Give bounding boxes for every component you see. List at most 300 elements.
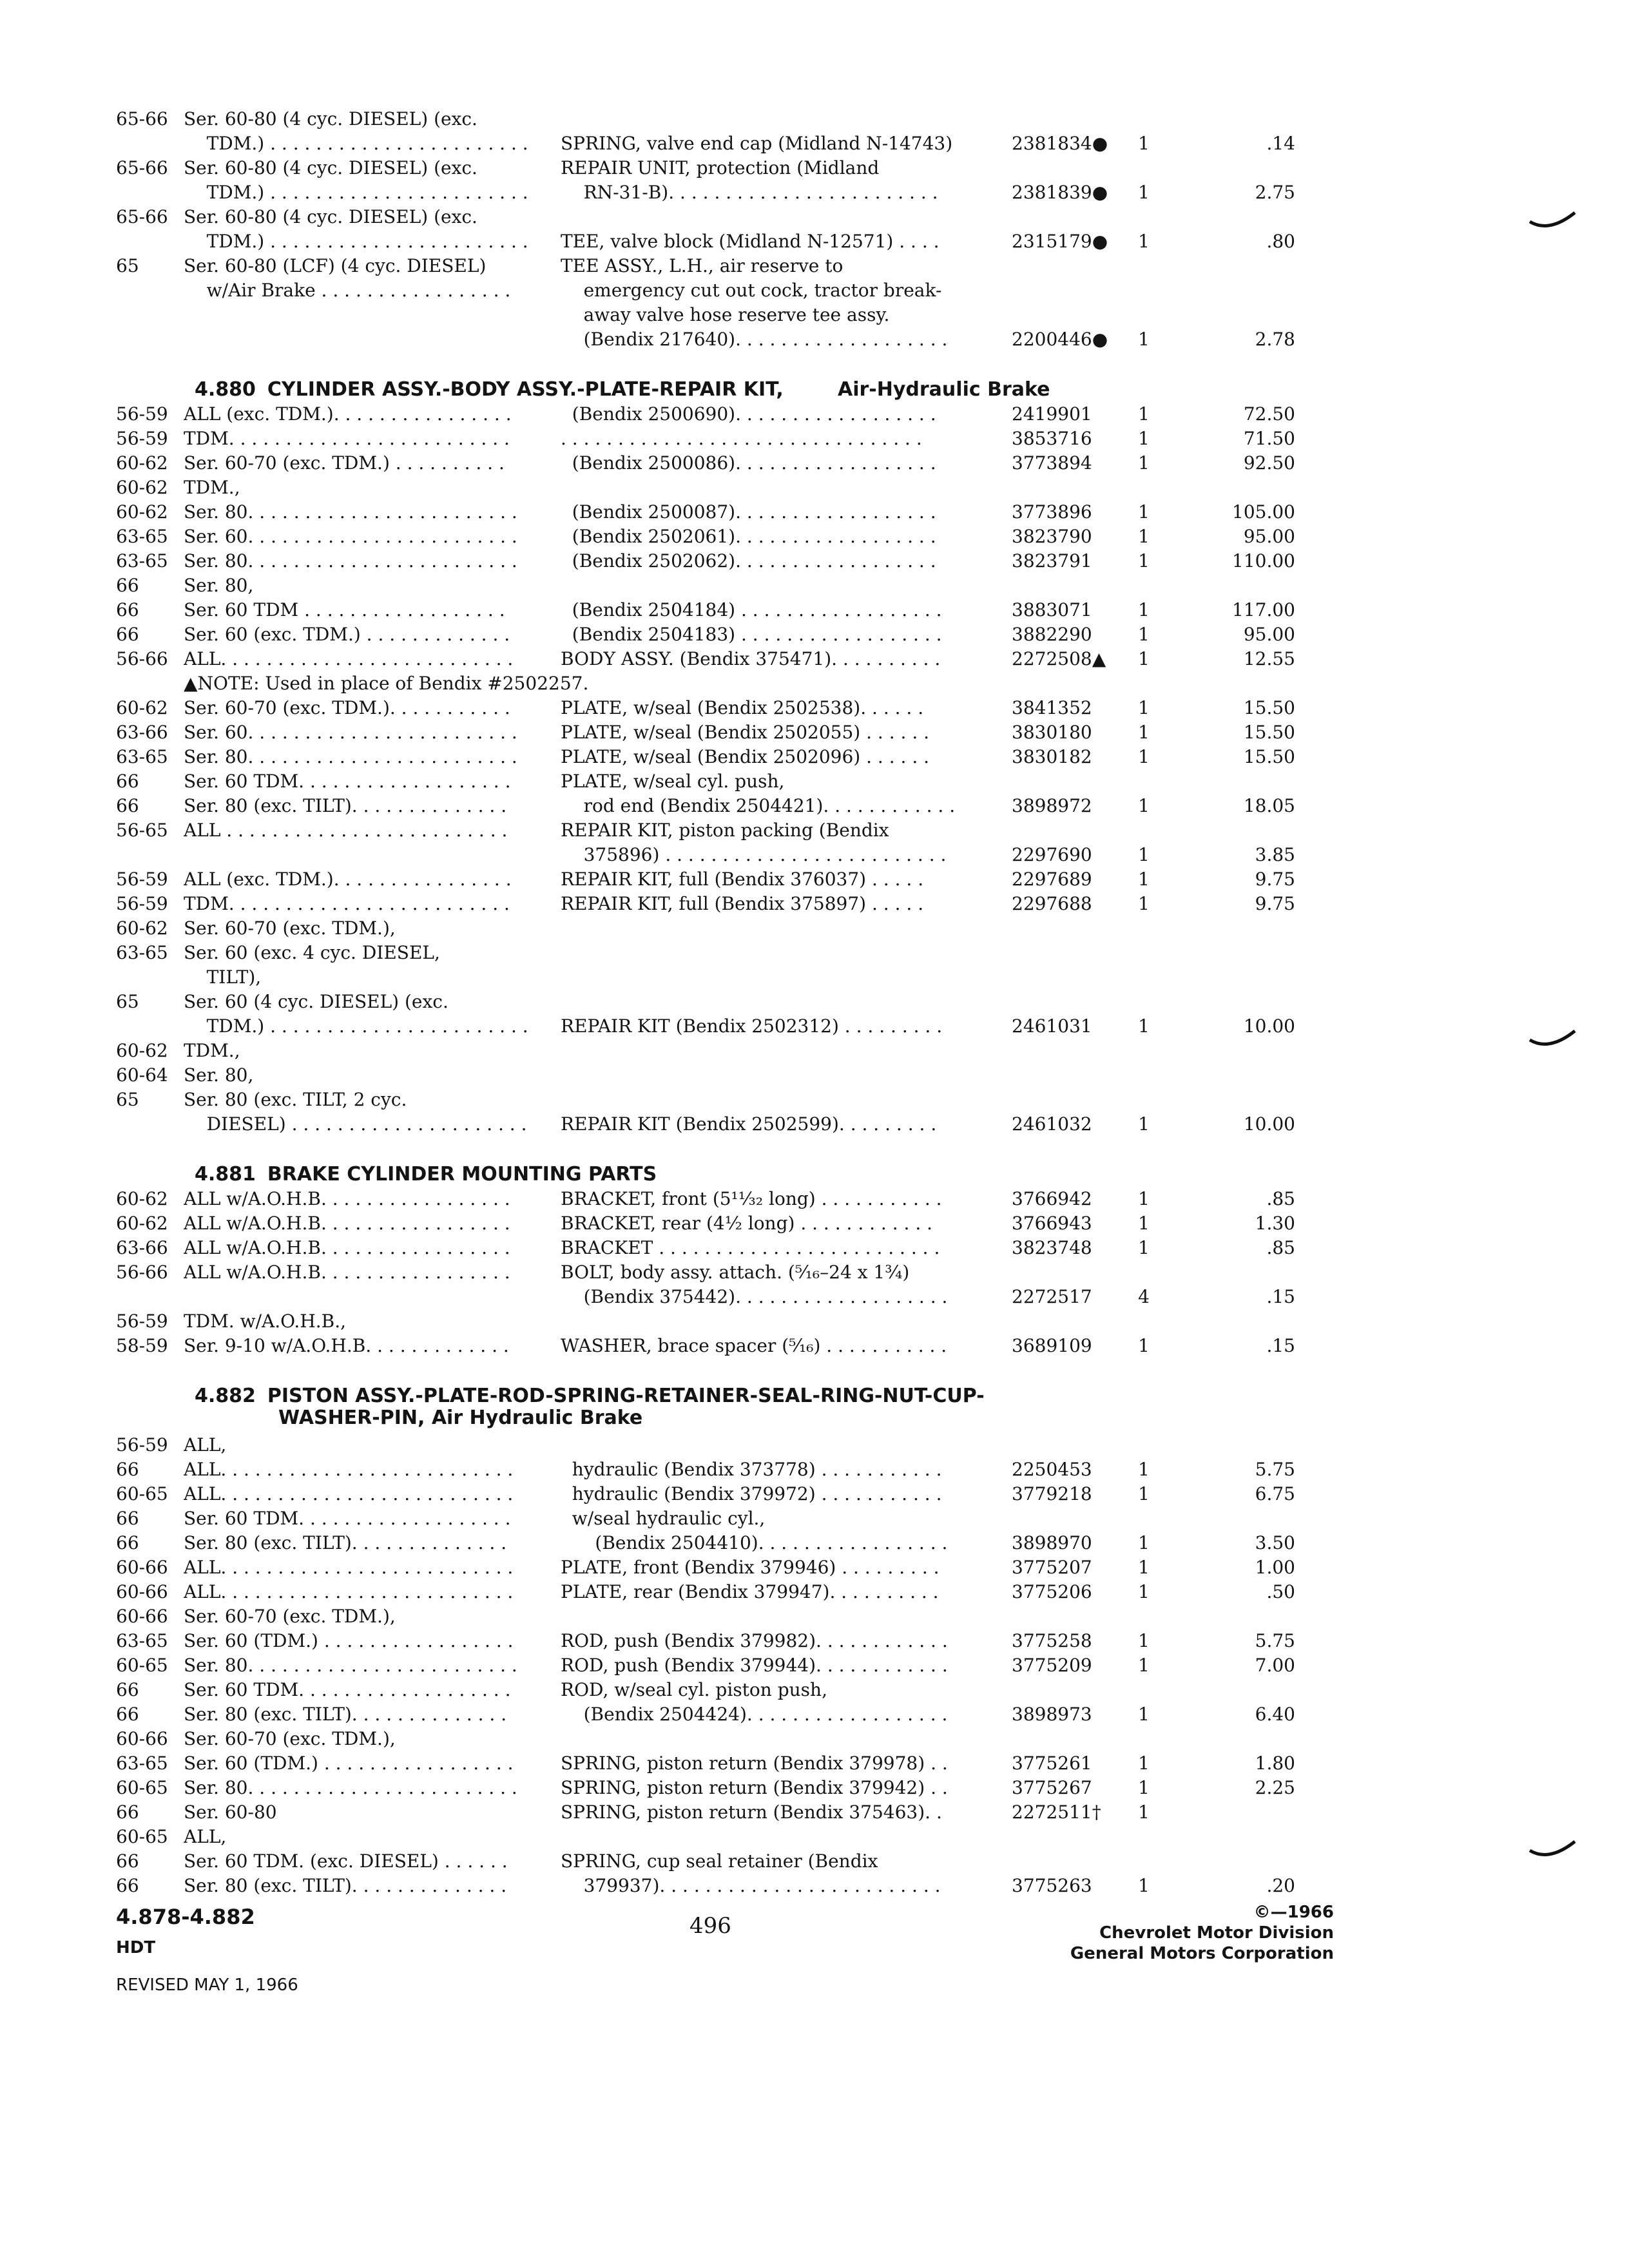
part-description: BODY ASSY. (Bendix 375471). . . . . . . . . . <box>561 648 941 669</box>
year-range: 60-66 <box>116 1581 168 1602</box>
price: 2.25 <box>1255 1777 1295 1798</box>
year-range: 66 <box>116 1532 139 1553</box>
part-number: 3775206 <box>1012 1581 1092 1602</box>
year-range: 56-65 <box>116 820 168 841</box>
part-number: 3830180 <box>1012 722 1092 743</box>
quantity: 1 <box>1138 1630 1150 1651</box>
year-range: 66 <box>116 1875 139 1896</box>
application: Ser. 60 (TDM.) . . . . . . . . . . . . . . . . . <box>184 1630 514 1651</box>
year-range: 60-66 <box>116 1728 168 1749</box>
year-range: 63-65 <box>116 550 168 572</box>
parts-row <box>116 329 1295 351</box>
price: .80 <box>1266 231 1295 252</box>
year-range: 66 <box>116 599 139 620</box>
parts-row <box>116 1286 1295 1308</box>
parts-row <box>116 1777 1295 1799</box>
section-heading <box>195 1385 1200 1407</box>
parts-row <box>116 1630 1295 1652</box>
parts-row <box>116 918 1263 939</box>
year-range: 60-65 <box>116 1483 168 1504</box>
application: ▲NOTE: Used in place of Bendix #2502257. <box>184 673 589 694</box>
application: Ser. 60-70 (exc. TDM.) . . . . . . . . . . <box>184 452 505 474</box>
parts-row <box>116 1704 1295 1725</box>
part-description: REPAIR KIT, full (Bendix 376037) . . . . . <box>561 869 924 890</box>
application: Ser. 80. . . . . . . . . . . . . . . . . . . . . . . . <box>184 1655 517 1676</box>
year-range: 56-59 <box>116 869 168 890</box>
application: Ser. 60-70 (exc. TDM.), <box>184 918 396 939</box>
year-range: 66 <box>116 1704 139 1725</box>
quantity: 1 <box>1138 1335 1150 1356</box>
year-range: 60-64 <box>116 1064 168 1086</box>
application: Ser. 80. . . . . . . . . . . . . . . . . . . . . . . . <box>184 1777 517 1798</box>
year-range: 60-65 <box>116 1777 168 1798</box>
part-description: hydraulic (Bendix 379972) . . . . . . . . . . . <box>561 1483 942 1504</box>
application: w/Air Brake . . . . . . . . . . . . . . . . . <box>184 280 511 301</box>
parts-row <box>116 648 1295 670</box>
price: 6.75 <box>1255 1483 1295 1504</box>
application: Ser. 80 (exc. TILT). . . . . . . . . . . . . . <box>184 795 507 816</box>
year-range: 63-65 <box>116 746 168 767</box>
price: .85 <box>1266 1237 1295 1258</box>
year-range: 60-62 <box>116 477 168 498</box>
parts-row <box>116 1753 1295 1774</box>
year-range: 66 <box>116 1802 139 1823</box>
price: 1.30 <box>1255 1213 1295 1234</box>
quantity: 1 <box>1138 1113 1150 1135</box>
part-description: w/seal hydraulic cyl., <box>561 1508 766 1529</box>
quantity: 1 <box>1138 1655 1150 1676</box>
part-description: SPRING, piston return (Bendix 379942) . . <box>561 1777 948 1798</box>
parts-row <box>116 1262 1263 1283</box>
part-number: 3883071 <box>1012 599 1092 620</box>
part-number: 3775209 <box>1012 1655 1092 1676</box>
year-range: 56-59 <box>116 893 168 914</box>
part-number: 2461032 <box>1012 1113 1092 1135</box>
parts-row <box>116 673 1263 695</box>
part-description: BOLT, body assy. attach. (⁵⁄₁₆–24 x 1¾) <box>561 1262 910 1283</box>
part-description: ROD, push (Bendix 379944). . . . . . . . . . . . <box>561 1655 948 1676</box>
part-number: 3766943 <box>1012 1213 1092 1234</box>
price: 12.55 <box>1243 648 1295 669</box>
application: Ser. 60-70 (exc. TDM.), <box>184 1728 396 1749</box>
quantity: 1 <box>1138 1213 1150 1234</box>
price: 18.05 <box>1243 795 1295 816</box>
section-title: PISTON ASSY.-PLATE-ROD-SPRING-RETAINER-SEAL-RING-NUT-CUP- <box>267 1385 985 1407</box>
application: TDM., <box>184 477 240 498</box>
application: ALL, <box>184 1826 227 1847</box>
parts-row <box>116 844 1295 866</box>
price: .85 <box>1266 1188 1295 1209</box>
application: Ser. 60-70 (exc. TDM.), <box>184 1606 396 1627</box>
corporation-name: General Motors Corporation <box>1070 1944 1334 1963</box>
parts-row <box>116 1483 1295 1505</box>
quantity: 1 <box>1138 1581 1150 1602</box>
year-range: 65 <box>116 255 139 276</box>
parts-row <box>116 1040 1263 1062</box>
year-range: 60-62 <box>116 501 168 523</box>
parts-row <box>116 452 1295 474</box>
price: 105.00 <box>1232 501 1295 523</box>
application: Ser. 80. . . . . . . . . . . . . . . . . . . . . . . . <box>184 746 517 767</box>
quantity: 1 <box>1138 746 1150 767</box>
quantity: 4 <box>1138 1286 1150 1307</box>
parts-row <box>116 206 1263 228</box>
year-range: 63-66 <box>116 722 168 743</box>
application: Ser. 60 TDM. (exc. DIESEL) . . . . . . <box>184 1850 508 1872</box>
quantity: 1 <box>1138 1875 1150 1896</box>
application: ALL. . . . . . . . . . . . . . . . . . . . . . . . . . <box>184 1483 514 1504</box>
application: Ser. 60-80 (4 cyc. DIESEL) (exc. <box>184 206 477 227</box>
part-description: BRACKET . . . . . . . . . . . . . . . . . . . . . . . . . <box>561 1237 940 1258</box>
year-range: 65-66 <box>116 108 168 130</box>
parts-row <box>116 1434 1263 1456</box>
application: Ser. 60-80 (4 cyc. DIESEL) (exc. <box>184 157 477 178</box>
part-number: 3853716 <box>1012 428 1092 449</box>
part-description: away valve hose reserve tee assy. <box>561 304 890 325</box>
parts-row <box>116 304 1263 326</box>
price: .15 <box>1266 1286 1295 1307</box>
application: ALL . . . . . . . . . . . . . . . . . . . . . . . . . <box>184 820 508 841</box>
application: TDM.) . . . . . . . . . . . . . . . . . . . . . . . <box>184 231 528 252</box>
application: ALL w/A.O.H.B. . . . . . . . . . . . . . . . . <box>184 1213 510 1234</box>
section-number: 4.880 <box>195 379 256 401</box>
parts-row <box>116 133 1295 155</box>
application: Ser. 60. . . . . . . . . . . . . . . . . . . . . . . . <box>184 722 517 743</box>
quantity: 1 <box>1138 428 1150 449</box>
price: 1.80 <box>1255 1753 1295 1774</box>
year-range: 60-62 <box>116 452 168 474</box>
part-description: . . . . . . . . . . . . . . . . . . . . . . . . . . . . . . . . <box>561 428 922 449</box>
part-number: 3773894 <box>1012 452 1092 474</box>
parts-row <box>116 1850 1263 1872</box>
application: TDM. . . . . . . . . . . . . . . . . . . . . . . . . <box>184 428 510 449</box>
parts-row <box>116 795 1295 817</box>
year-range: 60-66 <box>116 1557 168 1578</box>
parts-row <box>116 1581 1295 1603</box>
part-number: 3841352 <box>1012 697 1092 718</box>
price: 10.00 <box>1243 1015 1295 1037</box>
quantity: 1 <box>1138 550 1150 572</box>
part-description: emergency cut out cock, tractor break- <box>561 280 942 301</box>
parts-row <box>116 157 1263 179</box>
binding-mark <box>1527 1026 1579 1052</box>
quantity: 1 <box>1138 624 1150 645</box>
part-number: 3775267 <box>1012 1777 1092 1798</box>
part-description: SPRING, piston return (Bendix 379978) . . <box>561 1753 948 1774</box>
application: ALL w/A.O.H.B. . . . . . . . . . . . . . . . . <box>184 1188 510 1209</box>
part-description: (Bendix 2500690). . . . . . . . . . . . . . . . . . <box>561 403 936 425</box>
parts-row <box>116 428 1295 450</box>
year-range: 66 <box>116 1679 139 1700</box>
revised-date: REVISED MAY 1, 1966 <box>116 1975 298 1995</box>
parts-row <box>116 1875 1295 1897</box>
section-subtitle: Air-Hydraulic Brake <box>838 379 1050 401</box>
parts-row <box>116 893 1295 915</box>
part-description: TEE ASSY., L.H., air reserve to <box>561 255 843 276</box>
application: Ser. 60 (4 cyc. DIESEL) (exc. <box>184 991 448 1012</box>
part-description: PLATE, w/seal cyl. push, <box>561 771 785 792</box>
price: 2.75 <box>1255 182 1295 203</box>
part-description: PLATE, rear (Bendix 379947). . . . . . . . . . <box>561 1581 939 1602</box>
part-description: PLATE, front (Bendix 379946) . . . . . . . . . <box>561 1557 940 1578</box>
application: Ser. 80 (exc. TILT, 2 cyc. <box>184 1089 407 1110</box>
parts-row <box>116 1459 1295 1481</box>
price: 5.75 <box>1255 1630 1295 1651</box>
part-description: PLATE, w/seal (Bendix 2502055) . . . . . . <box>561 722 930 743</box>
part-description: rod end (Bendix 2504421). . . . . . . . . . . . <box>561 795 956 816</box>
part-number: 3898973 <box>1012 1704 1092 1725</box>
quantity: 1 <box>1138 795 1150 816</box>
year-range: 56-59 <box>116 1434 168 1456</box>
application: TDM.) . . . . . . . . . . . . . . . . . . . . . . . <box>184 182 528 203</box>
application: Ser. 80 (exc. TILT). . . . . . . . . . . . . . <box>184 1704 507 1725</box>
year-range: 56-59 <box>116 403 168 425</box>
parts-row <box>116 1802 1263 1823</box>
part-description: REPAIR KIT, full (Bendix 375897) . . . . . <box>561 893 924 914</box>
part-description: PLATE, w/seal (Bendix 2502096) . . . . . . <box>561 746 930 767</box>
section-heading <box>195 1164 1200 1186</box>
application: Ser. 60-80 (LCF) (4 cyc. DIESEL) <box>184 255 487 276</box>
quantity: 1 <box>1138 501 1150 523</box>
quantity: 1 <box>1138 722 1150 743</box>
parts-row <box>116 1679 1263 1701</box>
quantity: 1 <box>1138 329 1150 350</box>
quantity: 1 <box>1138 1753 1150 1774</box>
price: 2.78 <box>1255 329 1295 350</box>
part-number: 2297688 <box>1012 893 1092 914</box>
price: 3.85 <box>1255 844 1295 865</box>
year-range: 65 <box>116 1089 139 1110</box>
application: TDM. w/A.O.H.B., <box>184 1311 347 1332</box>
parts-row <box>116 1089 1263 1111</box>
binding-mark <box>1527 1836 1579 1862</box>
year-range: 60-65 <box>116 1826 168 1847</box>
part-number: 2200446● <box>1012 329 1108 350</box>
parts-row <box>116 722 1295 744</box>
parts-row <box>116 477 1263 499</box>
quantity: 1 <box>1138 869 1150 890</box>
section-subtitle: WASHER-PIN, Air Hydraulic Brake <box>278 1407 643 1429</box>
part-number: 2461031 <box>1012 1015 1092 1037</box>
price: 15.50 <box>1243 697 1295 718</box>
quantity: 1 <box>1138 1802 1150 1823</box>
section-number: 4.882 <box>195 1385 256 1407</box>
part-number: 3823748 <box>1012 1237 1092 1258</box>
part-number: 3882290 <box>1012 624 1092 645</box>
part-description: REPAIR KIT (Bendix 2502312) . . . . . . . . . <box>561 1015 943 1037</box>
parts-row <box>116 1311 1263 1332</box>
price: 95.00 <box>1243 526 1295 547</box>
binding-mark <box>1527 207 1579 233</box>
part-number: 2381834● <box>1012 133 1108 154</box>
year-range: 56-66 <box>116 648 168 669</box>
parts-row <box>116 746 1295 768</box>
price: .20 <box>1266 1875 1295 1896</box>
parts-row <box>116 1532 1295 1554</box>
part-number: 3775258 <box>1012 1630 1092 1651</box>
application: Ser. 60. . . . . . . . . . . . . . . . . . . . . . . . <box>184 526 517 547</box>
part-description: BRACKET, rear (4½ long) . . . . . . . . . . . . <box>561 1213 933 1234</box>
part-description: SPRING, cup seal retainer (Bendix <box>561 1850 878 1872</box>
application: TDM.) . . . . . . . . . . . . . . . . . . . . . . . <box>184 1015 528 1037</box>
parts-row <box>116 575 1263 597</box>
parts-row <box>116 599 1295 621</box>
application: TILT), <box>184 966 262 988</box>
year-range: 56-66 <box>116 1262 168 1283</box>
part-description: REPAIR KIT (Bendix 2502599). . . . . . . . . <box>561 1113 937 1135</box>
parts-row <box>116 991 1263 1013</box>
part-number: 3773896 <box>1012 501 1092 523</box>
quantity: 1 <box>1138 231 1150 252</box>
application: ALL, <box>184 1434 227 1456</box>
part-number: 3898972 <box>1012 795 1092 816</box>
quantity: 1 <box>1138 1237 1150 1258</box>
hdt-label: HDT <box>116 1938 156 1957</box>
part-description: (Bendix 217640). . . . . . . . . . . . . . . . . . . <box>561 329 948 350</box>
price: 7.00 <box>1255 1655 1295 1676</box>
year-range: 56-59 <box>116 1311 168 1332</box>
quantity: 1 <box>1138 1704 1150 1725</box>
year-range: 66 <box>116 1508 139 1529</box>
part-number: 3823791 <box>1012 550 1092 572</box>
part-description: ROD, push (Bendix 379982). . . . . . . . . . . . <box>561 1630 948 1651</box>
quantity: 1 <box>1138 1532 1150 1553</box>
part-description: (Bendix 2504183) . . . . . . . . . . . . . . . . . . <box>561 624 942 645</box>
parts-row <box>116 1655 1295 1677</box>
section-range: 4.878-4.882 <box>116 1905 255 1929</box>
part-number: 3830182 <box>1012 746 1092 767</box>
part-number: 2272511† <box>1012 1802 1101 1823</box>
quantity: 1 <box>1138 403 1150 425</box>
price: .15 <box>1266 1335 1295 1356</box>
copyright: ©—1966 <box>1253 1903 1334 1922</box>
quantity: 1 <box>1138 697 1150 718</box>
application: Ser. 80, <box>184 1064 254 1086</box>
part-description: hydraulic (Bendix 373778) . . . . . . . . . . . <box>561 1459 942 1480</box>
year-range: 65-66 <box>116 157 168 178</box>
parts-row <box>116 1826 1263 1848</box>
section-number: 4.881 <box>195 1164 256 1186</box>
price: 71.50 <box>1243 428 1295 449</box>
parts-row <box>116 1064 1263 1086</box>
parts-row <box>116 182 1295 204</box>
part-description: PLATE, w/seal (Bendix 2502538). . . . . . <box>561 697 924 718</box>
quantity: 1 <box>1138 1015 1150 1037</box>
application: Ser. 80 (exc. TILT). . . . . . . . . . . . . . <box>184 1532 507 1553</box>
year-range: 60-62 <box>116 1188 168 1209</box>
parts-row <box>116 1015 1295 1037</box>
year-range: 66 <box>116 771 139 792</box>
year-range: 66 <box>116 1850 139 1872</box>
quantity: 1 <box>1138 526 1150 547</box>
parts-row <box>116 108 1263 130</box>
application: ALL. . . . . . . . . . . . . . . . . . . . . . . . . . <box>184 648 514 669</box>
application: Ser. 80. . . . . . . . . . . . . . . . . . . . . . . . <box>184 501 517 523</box>
year-range: 65-66 <box>116 206 168 227</box>
application: Ser. 60 TDM . . . . . . . . . . . . . . . . . . <box>184 599 505 620</box>
quantity: 1 <box>1138 1777 1150 1798</box>
year-range: 63-66 <box>116 1237 168 1258</box>
year-range: 60-62 <box>116 1040 168 1061</box>
application: ALL w/A.O.H.B. . . . . . . . . . . . . . . . . <box>184 1262 510 1283</box>
year-range: 66 <box>116 1459 139 1480</box>
year-range: 60-62 <box>116 918 168 939</box>
price: 72.50 <box>1243 403 1295 425</box>
part-description: REPAIR UNIT, protection (Midland <box>561 157 880 178</box>
parts-row <box>116 231 1295 253</box>
quantity: 1 <box>1138 1557 1150 1578</box>
application: ALL. . . . . . . . . . . . . . . . . . . . . . . . . . <box>184 1557 514 1578</box>
application: TDM. . . . . . . . . . . . . . . . . . . . . . . . . <box>184 893 510 914</box>
parts-row <box>116 624 1295 646</box>
parts-row <box>116 771 1263 793</box>
year-range: 58-59 <box>116 1335 168 1356</box>
part-number: 3775207 <box>1012 1557 1092 1578</box>
price: 9.75 <box>1255 869 1295 890</box>
part-number: 3823790 <box>1012 526 1092 547</box>
parts-row <box>116 526 1295 548</box>
parts-row <box>116 869 1295 890</box>
price: 9.75 <box>1255 893 1295 914</box>
year-range: 60-62 <box>116 697 168 718</box>
parts-row <box>116 942 1263 964</box>
parts-row <box>116 1335 1295 1357</box>
year-range: 63-65 <box>116 1630 168 1651</box>
year-range: 60-66 <box>116 1606 168 1627</box>
year-range: 66 <box>116 624 139 645</box>
application: Ser. 60 (exc. 4 cyc. DIESEL, <box>184 942 440 963</box>
application: DIESEL) . . . . . . . . . . . . . . . . . . . . . <box>184 1113 527 1135</box>
application: TDM., <box>184 1040 240 1061</box>
part-description: (Bendix 2504410). . . . . . . . . . . . . . . . . <box>561 1532 948 1553</box>
section-title: CYLINDER ASSY.-BODY ASSY.-PLATE-REPAIR KIT, <box>267 379 784 401</box>
application: ALL (exc. TDM.). . . . . . . . . . . . . . . . <box>184 869 512 890</box>
part-number: 2315179● <box>1012 231 1108 252</box>
price: 6.40 <box>1255 1704 1295 1725</box>
parts-row <box>116 1728 1263 1750</box>
price: 110.00 <box>1232 550 1295 572</box>
year-range: 63-65 <box>116 942 168 963</box>
part-number: 2250453 <box>1012 1459 1092 1480</box>
application: Ser. 60 (exc. TDM.) . . . . . . . . . . . . . <box>184 624 510 645</box>
parts-row <box>116 1557 1295 1579</box>
part-description: SPRING, valve end cap (Midland N-14743) <box>561 133 953 154</box>
part-number: 2272517 <box>1012 1286 1092 1307</box>
application: Ser. 9-10 w/A.O.H.B. . . . . . . . . . . . . <box>184 1335 509 1356</box>
part-description: 375896) . . . . . . . . . . . . . . . . . . . . . . . . . <box>561 844 947 865</box>
parts-row <box>116 820 1263 841</box>
price: .50 <box>1266 1581 1295 1602</box>
part-description: 379937). . . . . . . . . . . . . . . . . . . . . . . . . <box>561 1875 941 1896</box>
parts-row <box>116 1237 1295 1259</box>
price: 95.00 <box>1243 624 1295 645</box>
application: ALL. . . . . . . . . . . . . . . . . . . . . . . . . . <box>184 1459 514 1480</box>
price: 92.50 <box>1243 452 1295 474</box>
year-range: 66 <box>116 795 139 816</box>
section-title: BRAKE CYLINDER MOUNTING PARTS <box>267 1164 657 1186</box>
part-number: 2272508▲ <box>1012 648 1106 669</box>
part-description: REPAIR KIT, piston packing (Bendix <box>561 820 889 841</box>
parts-row <box>116 550 1295 572</box>
quantity: 1 <box>1138 1459 1150 1480</box>
part-number: 2419901 <box>1012 403 1092 425</box>
application: ALL. . . . . . . . . . . . . . . . . . . . . . . . . . <box>184 1581 514 1602</box>
parts-row <box>116 255 1263 277</box>
year-range: 66 <box>116 575 139 596</box>
application: Ser. 60-80 (4 cyc. DIESEL) (exc. <box>184 108 477 130</box>
part-description: (Bendix 2502062). . . . . . . . . . . . . . . . . . <box>561 550 936 572</box>
application: Ser. 60 TDM. . . . . . . . . . . . . . . . . . . <box>184 1679 511 1700</box>
